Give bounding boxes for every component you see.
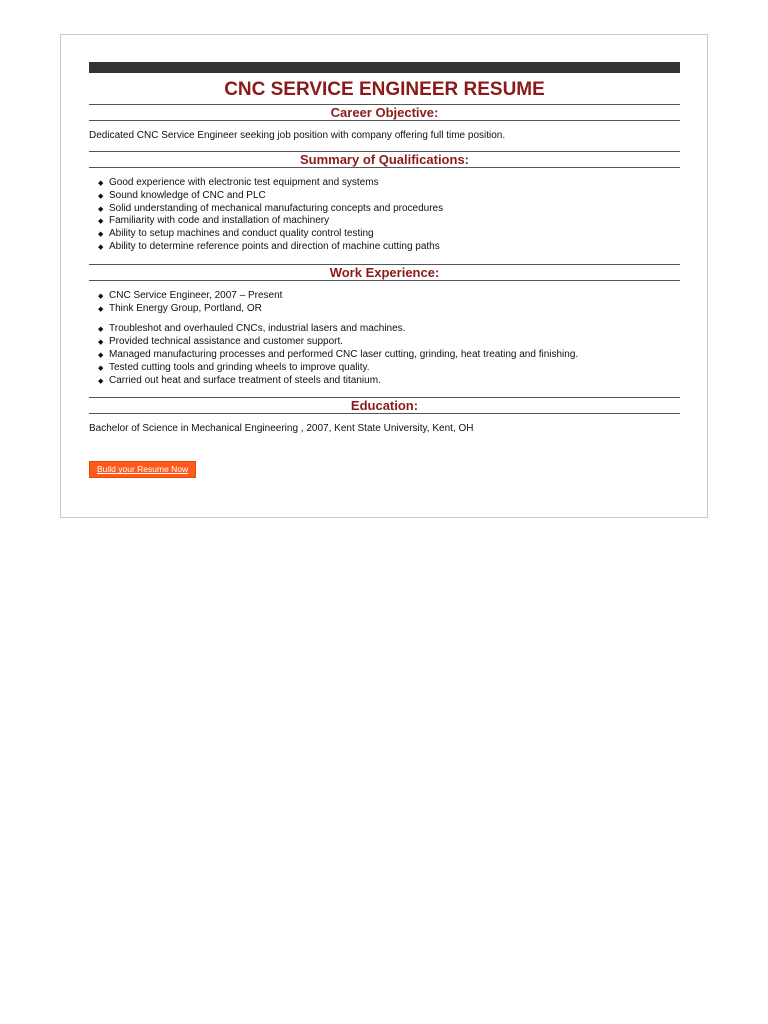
list-item-text: Sound knowledge of CNC and PLC — [109, 189, 266, 201]
career-objective-heading: Career Objective: — [89, 104, 680, 121]
bullet-icon: ◆ — [98, 180, 104, 187]
bullet-icon: ◆ — [98, 243, 104, 251]
job-duties-list — [89, 323, 680, 387]
list-item — [97, 177, 680, 190]
list-item — [97, 362, 680, 375]
list-item-text: Solid understanding of mechanical manufacturing concepts and procedures — [109, 202, 444, 214]
list-item — [97, 290, 680, 303]
qualifications-heading: Summary of Qualifications: — [89, 151, 680, 168]
header-bar — [89, 62, 680, 73]
bullet-icon: ◆ — [98, 326, 104, 334]
bullet-icon: ◆ — [98, 205, 104, 213]
bullet-icon: ◆ — [98, 231, 104, 239]
list-item — [97, 336, 680, 349]
list-item-text: Tested cutting tools and grinding wheels to improve quality. — [109, 361, 370, 373]
list-item-text: Familiarity with code and installation of machinery — [109, 215, 330, 227]
list-item — [97, 323, 680, 336]
list-item-text: Provided technical assistance and customer support. — [109, 336, 344, 348]
list-item — [97, 228, 680, 241]
list-item-text: Ability to setup machines and conduct quality control testing — [109, 228, 374, 240]
resume-title: CNC SERVICE ENGINEER RESUME — [224, 79, 545, 100]
list-item — [97, 190, 680, 203]
bullet-icon: ◆ — [98, 377, 104, 385]
resume-content — [89, 62, 680, 478]
list-item-text: Troubleshot and overhauled CNCs, industrial lasers and machines. — [109, 323, 406, 335]
job-header-list — [89, 290, 680, 316]
bullet-icon: ◆ — [98, 305, 104, 313]
career-objective-text: Dedicated CNC Service Engineer seeking job position with company offering full time position. — [89, 130, 506, 141]
education-heading: Education: — [89, 397, 680, 414]
list-item — [97, 303, 680, 316]
job-company: Think Energy Group, Portland, OR — [109, 302, 262, 314]
work-experience-heading: Work Experience: — [89, 264, 680, 281]
job-title: CNC Service Engineer, 2007 – Present — [109, 289, 283, 301]
build-resume-button[interactable]: Build your Resume Now — [89, 461, 196, 478]
bullet-icon: ◆ — [98, 351, 104, 359]
bullet-icon: ◆ — [98, 364, 104, 372]
list-item — [97, 241, 680, 254]
list-item-text: Managed manufacturing processes and performed CNC laser cutting, grinding, heat treating and finishing. — [109, 348, 579, 360]
education-text: Bachelor of Science in Mechanical Engineering , 2007, Kent State University, Kent, OH — [89, 423, 474, 435]
resume-page-frame — [60, 34, 708, 518]
list-item — [97, 349, 680, 362]
bullet-icon: ◆ — [98, 339, 104, 347]
list-item — [97, 215, 680, 228]
bullet-icon: ◆ — [98, 192, 104, 200]
list-item — [97, 375, 680, 388]
list-item-text: Carried out heat and surface treatment of steels and titanium. — [109, 374, 381, 386]
list-item-text: Good experience with electronic test equipment and systems — [109, 177, 379, 188]
list-item — [97, 203, 680, 216]
list-item-text: Ability to determine reference points and direction of machine cutting paths — [109, 240, 440, 252]
bullet-icon: ◆ — [98, 292, 104, 300]
bullet-icon: ◆ — [98, 218, 104, 226]
qualifications-list — [89, 177, 680, 254]
